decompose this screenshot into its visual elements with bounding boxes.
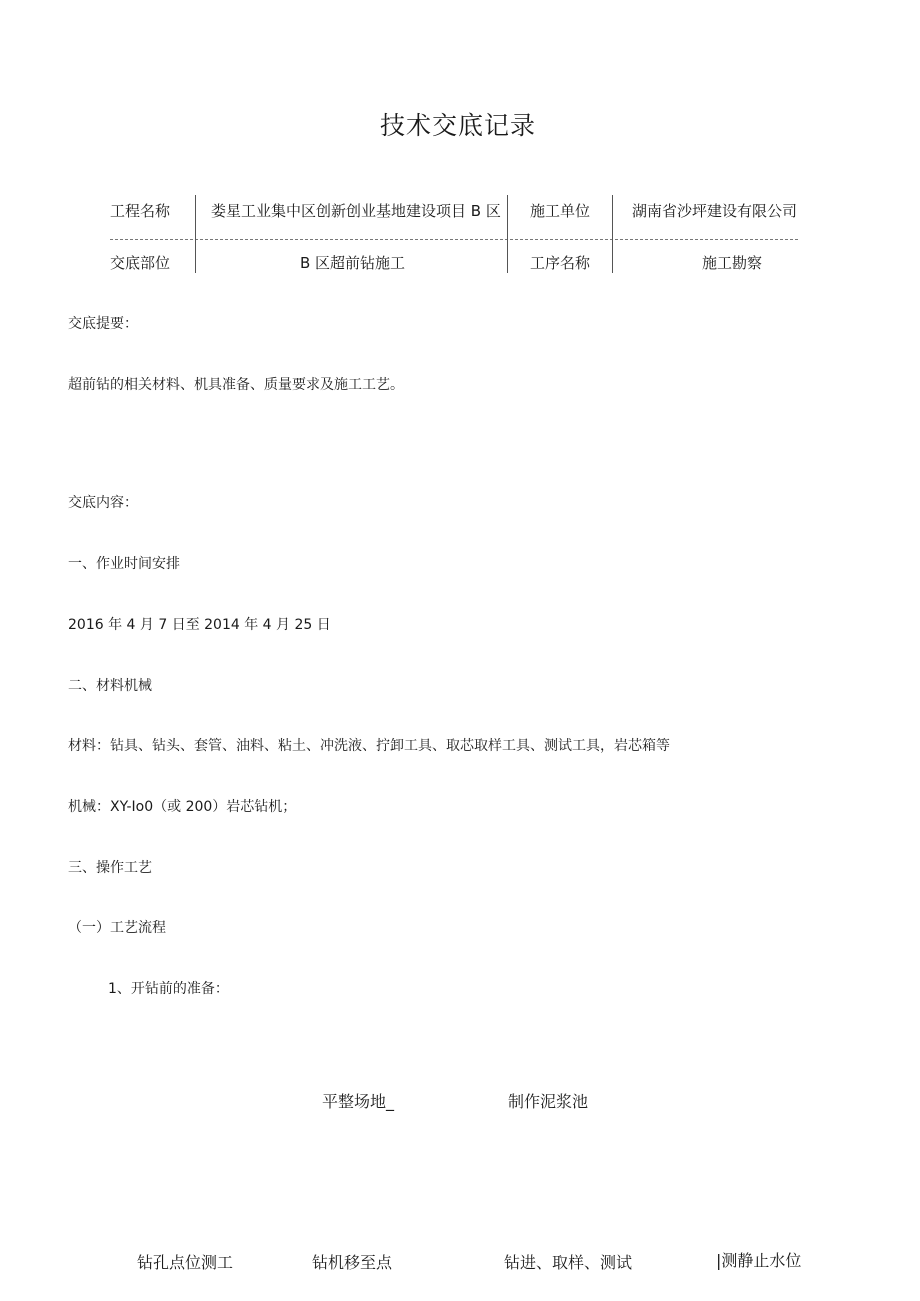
flow-step-hole-survey: 钻孔点位测工 — [137, 1253, 234, 1272]
table-column-divider — [612, 195, 613, 273]
table-column-divider — [507, 195, 508, 273]
section-1-text: 2016 年 4 月 7 日至 2014 年 4 月 25 日 — [68, 617, 331, 633]
table-column-divider — [195, 195, 196, 273]
materials-text: 材料：钻具、钻头、套管、油料、粘土、冲洗液、拧卸工具、取芯取样工具、测试工具，岩芯箱等 — [68, 738, 670, 754]
construction-unit-value: 湖南省沙坪建设有限公司 — [632, 202, 798, 220]
section-2-title: 二、材料机械 — [68, 678, 152, 694]
page-title: 技术交底记录 — [380, 111, 537, 140]
flow-step-mud-pit: 制作泥浆池 — [508, 1092, 589, 1111]
project-name-value: 娄星工业集中区创新创业基地建设项目 B 区 — [211, 202, 501, 220]
section-3-title: 三、操作工艺 — [68, 860, 152, 876]
process-name-label: 工序名称 — [530, 254, 591, 272]
subsection-1-title: （一）工艺流程 — [68, 920, 166, 936]
step-1-text: 1、开钻前的准备： — [108, 981, 229, 997]
construction-unit-label: 施工单位 — [530, 202, 591, 220]
briefing-part-label: 交底部位 — [110, 254, 171, 272]
table-row-divider — [110, 239, 798, 240]
process-name-value: 施工勘察 — [702, 254, 763, 272]
summary-text: 超前钻的相关材料、机具准备、质量要求及施工工艺。 — [68, 377, 404, 393]
project-name-label: 工程名称 — [110, 202, 171, 220]
machines-text: 机械：XY-Io0（或 200）岩芯钻机； — [68, 799, 297, 815]
section-1-title: 一、作业时间安排 — [68, 556, 180, 572]
flow-step-static-water-level: |测静止水位 — [716, 1251, 802, 1270]
summary-heading: 交底提要： — [68, 316, 138, 332]
content-heading: 交底内容： — [68, 495, 138, 511]
flow-step-drill-sample-test: 钻进、取样、测试 — [504, 1253, 633, 1272]
flow-step-move-rig: 钻机移至点 — [312, 1253, 393, 1272]
briefing-part-value: B 区超前钻施工 — [300, 254, 406, 272]
flow-step-level-site: 平整场地_ — [322, 1092, 395, 1111]
